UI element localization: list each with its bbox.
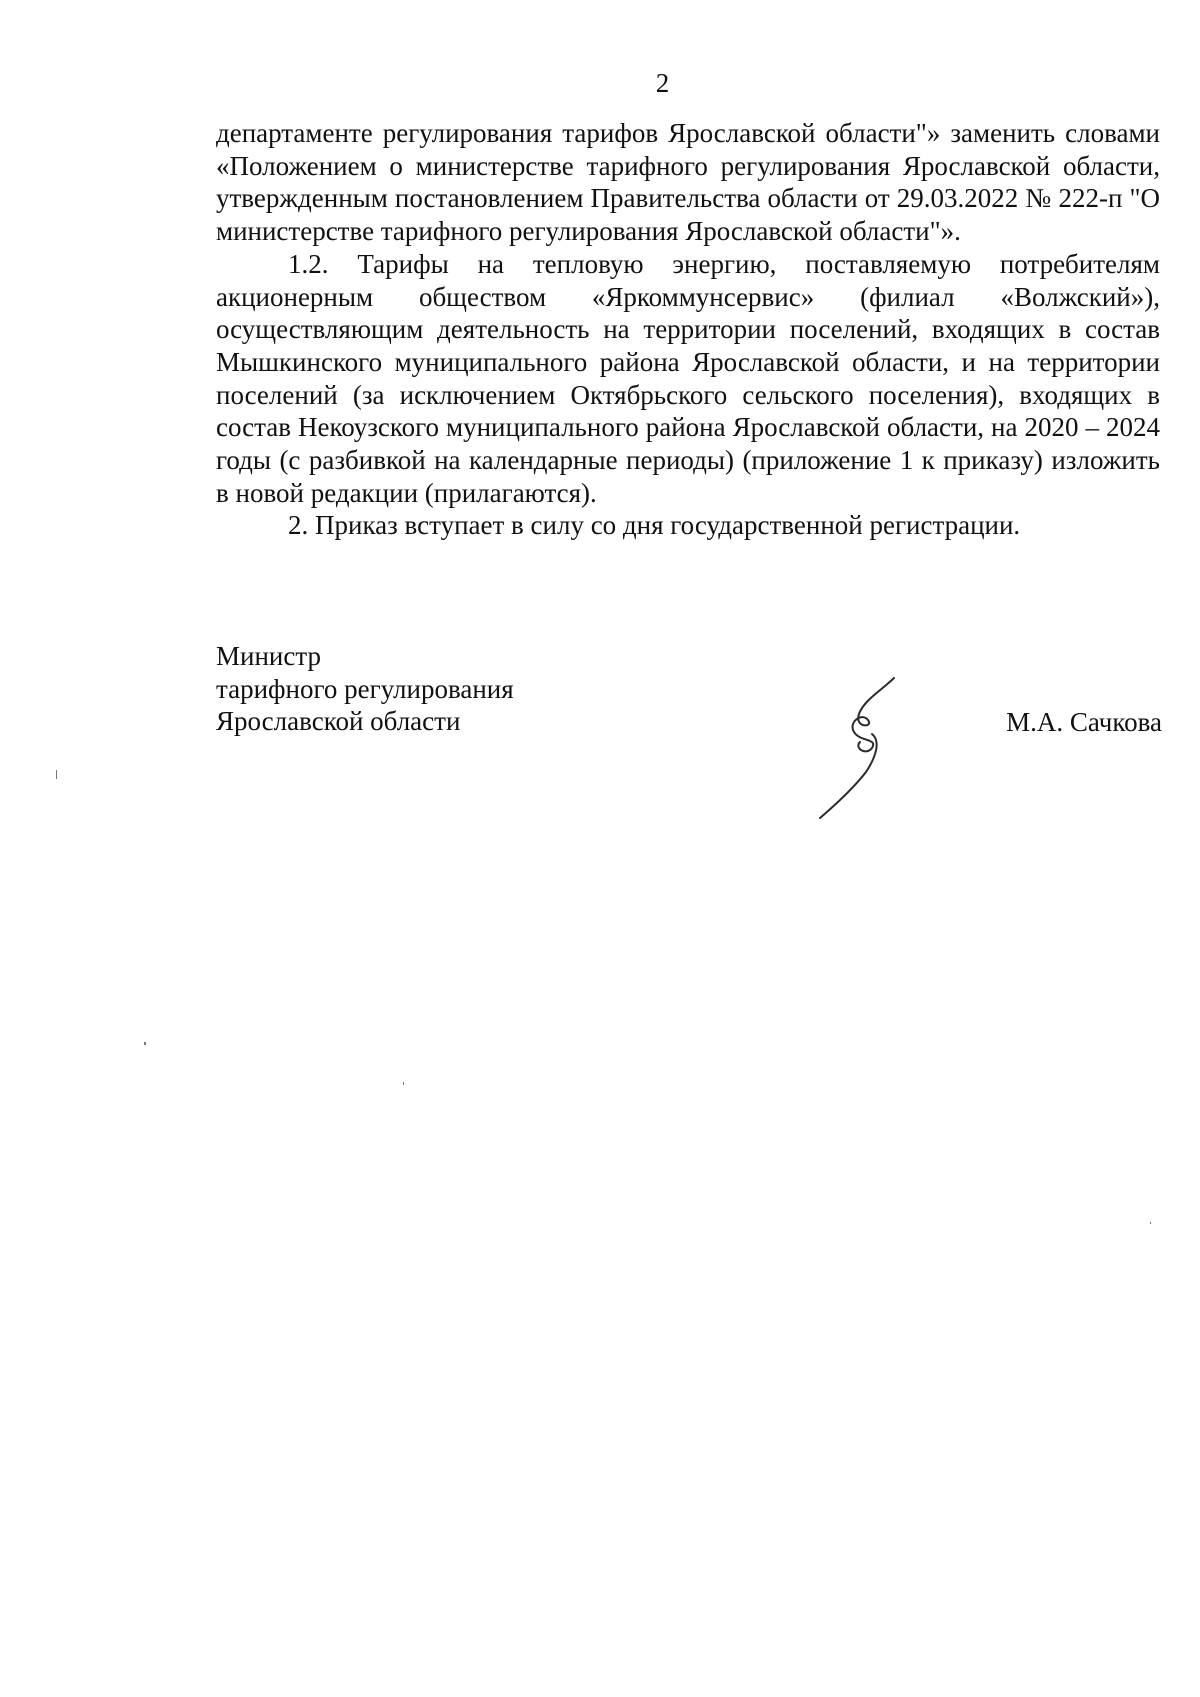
scan-speck xyxy=(403,1082,404,1085)
signer-name: М.А. Сачкова xyxy=(1006,707,1162,737)
paragraph-clause-1-2: 1.2. Тарифы на тепловую энергию, поставляемую потребителям акционерным обществом «Яркоммунсервис» (филиал «Волжский»), осуществляющим деятельность на территории поселений, входящих в состав Мышкинского муниципального района Ярославской области, и на территории поселений (за исключением Октябрьского сельского поселения), входящих в состав Некоузского муниципального района Ярославской области, на 2020 – 2024 годы (с разбивкой на календарные периоды) (приложение 1 к приказу) изложить в новой редакции (прилагаются). xyxy=(216,248,1160,508)
signer-position-line: тарифного регулирования xyxy=(216,673,514,704)
handwritten-signature xyxy=(812,672,922,822)
scan-speck xyxy=(144,1042,146,1045)
paragraph-continuation: департаменте регулирования тарифов Ярославской области"» заменить словами «Положением о министерстве тарифного регулирования Ярославской области, утвержденным постановлением Правительства области от 29.03.2022 № 222-п "О министерстве тарифного регулирования Ярославской области"». xyxy=(216,118,1160,247)
page-number: 2 xyxy=(655,68,670,98)
signer-position-line: Ярославской области xyxy=(216,706,461,737)
paragraph-clause-2: 2. Приказ вступает в силу со дня государственной регистрации. xyxy=(288,510,1021,541)
signer-position xyxy=(216,640,514,738)
signer-position-line: Министр xyxy=(216,641,321,671)
document-body xyxy=(216,117,1160,542)
scan-speck xyxy=(56,770,57,779)
scan-speck xyxy=(1150,1222,1151,1224)
